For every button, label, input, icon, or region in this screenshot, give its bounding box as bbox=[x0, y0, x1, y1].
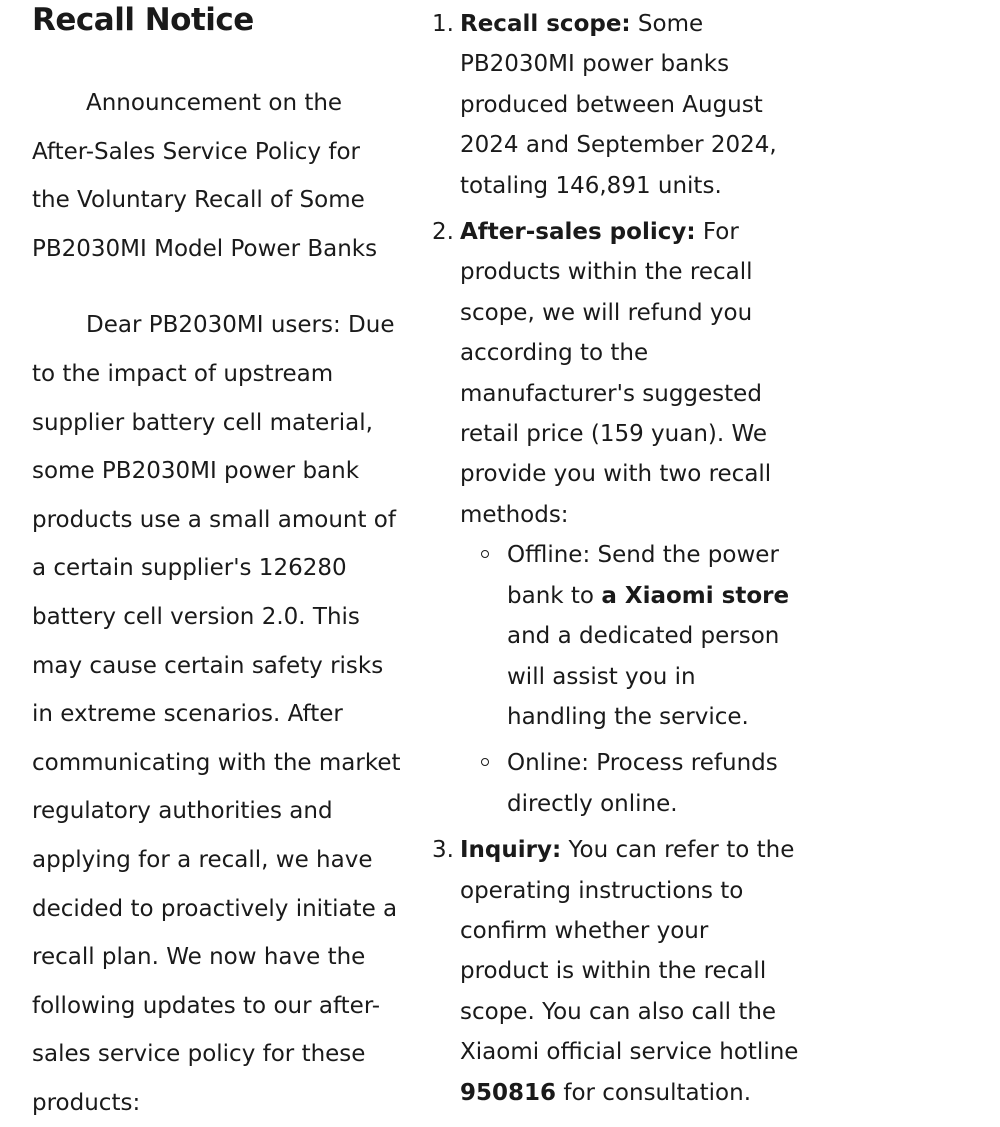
offline-text-start: Offline: Send the power bank to bbox=[507, 542, 779, 609]
after-sales-heading: After-sales policy: bbox=[460, 219, 696, 246]
recall-scope-heading: Recall scope: bbox=[460, 11, 631, 37]
list-item-after-sales-policy bbox=[432, 212, 802, 824]
method-offline bbox=[507, 535, 802, 737]
list-number: 3. bbox=[432, 837, 454, 864]
list-item-recall-scope bbox=[432, 4, 802, 206]
recall-scope-text: Some PB2030MI power banks produced between August 2024 and September 2024, totaling 146,891 units. bbox=[460, 11, 777, 199]
policy-list bbox=[432, 4, 802, 1113]
greeting-paragraph: Dear PB2030MI users: Due to the impact of upstream supplier battery cell material, some PB2030MI power bank products use a small amount of a certain supplier's 126280 battery cell version 2.0. This may cause certain safety risks in extreme scenarios. After communicating with the market regulatory authorities and applying for a recall, we have decided to proactively initiate a recall plan. We now have the following updates to our after-sales service policy for these products: bbox=[32, 312, 401, 1116]
xiaomi-store-bold: a Xiaomi store bbox=[601, 582, 790, 609]
hollow-bullet-icon bbox=[481, 758, 489, 766]
hollow-bullet-icon bbox=[481, 550, 489, 558]
service-hotline-number: 950816 bbox=[460, 1079, 557, 1106]
list-item-inquiry bbox=[432, 830, 802, 1113]
inquiry-text: You can refer to the operating instructions to confirm whether your product is within the recall scope. You can also call the Xiaomi official service hotline bbox=[460, 837, 799, 1066]
page-title: Recall Notice bbox=[32, 2, 254, 38]
offline-text-end: and a dedicated person will assist you in handling the service. bbox=[507, 623, 780, 730]
online-text: Online: Process refunds directly online. bbox=[507, 750, 778, 817]
list-number: 2. bbox=[432, 219, 454, 246]
inquiry-text-end: for consultation. bbox=[556, 1079, 752, 1106]
right-column bbox=[432, 4, 802, 1113]
left-column bbox=[32, 0, 404, 1127]
inquiry-heading: Inquiry: bbox=[460, 837, 562, 864]
recall-methods-list bbox=[460, 535, 802, 824]
after-sales-text: For products within the recall scope, we will refund you according to the manufacturer's suggested retail price (159 yuan). We provide you with two recall methods: bbox=[460, 219, 772, 528]
method-online bbox=[507, 743, 802, 824]
list-number: 1. bbox=[432, 11, 454, 37]
announcement-heading: Announcement on the After-Sales Service Policy for the Voluntary Recall of Some PB2030MI Model Power Banks bbox=[32, 90, 378, 262]
